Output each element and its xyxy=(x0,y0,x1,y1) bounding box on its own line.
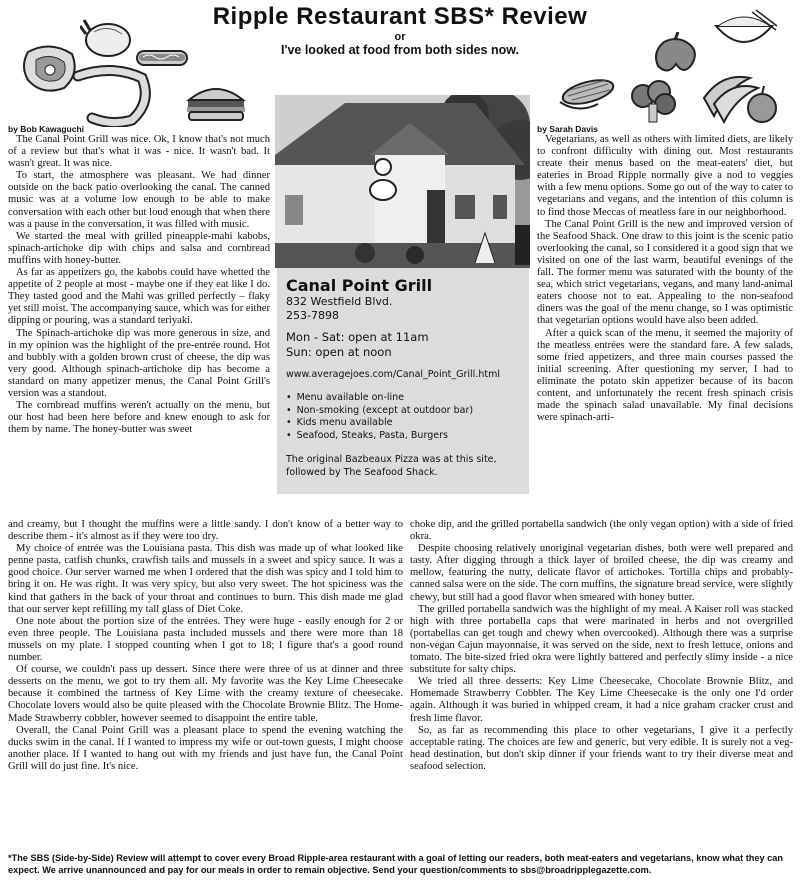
sausage-icon xyxy=(72,62,157,127)
steak-icon xyxy=(20,40,80,95)
restaurant-photo xyxy=(275,95,530,268)
paragraph: choke dip, and the grilled portabella sandwich (the only vegan option) with a side of fried okra. xyxy=(410,519,793,543)
paragraph: The Spinach-artichoke dip was more generous in size, and in my opinion was the highlight of the pre-entrée round. Hot and bubbly with a golden brown crust of cheese, the dip was very good. Although spinach-artichoke dip has become a standard on many appetizer menus, the Canal Point Grill's version was a standout. xyxy=(8,327,270,399)
history-line-2: followed by The Seafood Shack. xyxy=(286,466,438,478)
paragraph: Of course, we couldn't pass up dessert. Since there were three of us at dinner and three desserts on the menu, we got to try them all. My favorite was the Key Lime Cheesecake because it combined the tartness of Key Lime with the creamy texture of cheesecake. Chocolate lovers would also be quite pleased with the Chocolate Brownie Blitz. The Home-Made Strawberry cobbler, however seemed to disappoint the entire table. xyxy=(8,664,403,724)
right-byline: by Sarah Davis xyxy=(537,124,598,134)
corn-icon xyxy=(558,70,618,115)
history-line-1: The original Bazbeaux Pizza was at this site, xyxy=(286,454,497,465)
paragraph: We started the meal with grilled pineapple-mahi kabobs, spinach-artichoke dip with chips and salsa and cornbread muffins with honey-butter. xyxy=(8,230,270,266)
list-item: • Menu available on-line xyxy=(286,392,529,405)
paragraph: To start, the atmosphere was pleasant. We had dinner outside on the back patio overlooking the canal. The canned music was at a volume low enough to be able to make conversation with each other but loud enough that when there was a pause in the conversation, it was filled with music. xyxy=(8,170,270,230)
paragraph: We tried all three desserts: Key Lime Cheesecake, Chocolate Brownie Blitz, and Homemade Strawberry Cobbler. The Key Lime Cheesecake is the only one I'd order again. Although it was buried in whipped cream, it had a nice graham cracker crust and fresh lime flavor. xyxy=(410,676,793,724)
paragraph: The grilled portabella sandwich was the highlight of my meal. A Kaiser roll was stacked high with three portabella caps that were marinated in herbs and not overgrilled (portabellas can get tough and chewy when overcooked). Although there was a surprise non-vegan Cajun mayonnaise, it was served on the side, next to fresh lettuce, onions and tomato. The bite-sized fried okra were lightly battered and perfectly slimy inside - a nice substitute for salty chips. xyxy=(410,603,793,676)
paragraph: Vegetarians, as well as others with limited diets, are likely to confront difficulty with dining out. Most restaurants create their menus based on the meat-eaters' diet, but eateries in Broad Ripple normally give a nod to veggies with a few menu options. Some go out of the way to cater to vegetarians and vegans, and the intention of this column is to find those Meccas of meatless fare in our neighborhood. xyxy=(537,134,793,218)
right-review-column xyxy=(537,124,793,424)
title-or: or xyxy=(394,31,406,43)
paragraph: One note about the portion size of the entrées. They were huge - easily enough for 2 or even three people. The Louisiana pasta included mussels and there were more than 18 mussels on my plate. I stopped counting when I got to 18; I figure that's a good round number. xyxy=(8,615,403,664)
page-subtitle: I've looked at food from both sides now. xyxy=(281,43,519,57)
paragraph: The Canal Point Grill is the new and improved version of the Seafood Shack. One draw to this joint is the scenic patio overlooking the canal, so I considered it a good sign that we visited on one of the last warm, beautiful evenings of the fall. The former menu was saturated with the bounty of the sea, which strict vegetarians, vegans, and many land-animal eaters choose not to eat. Appealing to the non-seafood diners was the goal of the menu change, so I was optimistic that vegetarian options would have also been added. xyxy=(537,218,793,327)
restaurant-name: Canal Point Grill xyxy=(286,276,433,295)
restaurant-address: 832 Westfield Blvd. xyxy=(286,295,393,308)
paragraph: After a quick scan of the menu, it seemed the majority of the meatless entrées were the standard fare. A few salads, some fried appetizers, and three main courses passed the initial screening. After questioning my server, I had to eliminate the potato skin appetizer because of its bacon content, and unfortunately the recent fresh spinach crisis made the spinach salad unavailable. My final decisions were spinach-arti- xyxy=(537,327,793,424)
paragraph: The cornbread muffins weren't actually on the menu, but our host had been here before and knew enough to ask for them by name. The honey-butter was sweet xyxy=(8,400,270,436)
list-item: • Kids menu available xyxy=(286,417,529,430)
right-review-continued xyxy=(410,519,793,773)
paragraph: As far as appetizers go, the kabobs could have whetted the appetite of 2 people at most - maybe one if they eat like I do. They tasted good and the Mahi was grilled perfectly – flaky yet still moist. The accompanying sauce, which was for either dipping or pouring, was a standard teriyaki. xyxy=(8,267,270,327)
restaurant-phone: 253-7898 xyxy=(286,309,339,322)
list-item: • Non-smoking (except at outdoor bar) xyxy=(286,405,529,418)
left-review-continued xyxy=(8,519,403,773)
paragraph: The Canal Point Grill was nice. Ok, I know that's not much of a review but that's what it was - nice. It wasn't bad. It wasn't great. It was nice. xyxy=(8,134,270,170)
footnote: *The SBS (Side-by-Side) Review will attempt to cover every Broad Ripple-area restaurant with a goal of letting our readers, both meat-eaters and vegetarians, know what they can expect. We arrive unannounced and pay for our meals in order to remain objective. Send your question/comments to sbs@broadripplegazette.com. xyxy=(8,853,784,875)
left-byline: by Bob Kawaguchi xyxy=(8,124,85,134)
restaurant-url: www.averagejoes.com/Canal_Point_Grill.html xyxy=(286,369,500,380)
rice-bowl-icon xyxy=(712,8,777,53)
left-review-column xyxy=(8,124,270,436)
paragraph: Despite choosing relatively unoriginal vegetarian dishes, both were well prepared and tasty. After digging through a thick layer of broiled cheese, the dip was creamy and mellow, featuring the nutty, delicate flavor of artichokes. Tortilla chips and probably-canned salsa were on the side. The corn muffins, the signature bread service, were slightly chewy, but still had a good flavor when smeared with honey butter. xyxy=(410,543,793,603)
hours-sunday: Sun: open at noon xyxy=(286,345,392,359)
pepper-icon xyxy=(648,32,703,77)
paragraph: So, as far as recommending this place to other vegetarians, I give it a perfectly acceptable rating. The choices are few and generic, but very edible. It is surely not a veg-head destination, but don't skip dinner if your friends want to try their diverse meat and seafood selection. xyxy=(410,724,793,772)
page-title: Ripple Restaurant SBS* Review xyxy=(212,3,588,30)
paragraph: My choice of entrée was the Louisiana pasta. This dish was made up of what looked like penne pasta, catfish chunks, crawfish tails and mussels in a sweet and spicy sauce. It was a good choice. Our server warned me when I ordered that the dish was spicy and I told him to bring it on. He was right. It was very spicy, but also very sweet. The hot spiciness was the kind that gathers in the back of your throat and continues to burn. This dish made me glad that our server kept refilling my tall glass of Diet Coke. xyxy=(8,543,403,615)
broccoli-icon xyxy=(625,80,680,125)
paragraph: Overall, the Canal Point Grill was a pleasant place to spend the evening watching the ducks swim in the canal. If I wanted to impress my wife or out-town guests, I might choose another place. If I wanted to hang out with my friends and just have fun, the Canal Point Grill will do just fine. It's nice. xyxy=(8,724,403,772)
hours-weekday: Mon - Sat: open at 11am xyxy=(286,330,429,344)
burger-icon xyxy=(185,82,247,124)
list-item: • Seafood, Steaks, Pasta, Burgers xyxy=(286,430,529,443)
chicken-icon xyxy=(80,12,135,62)
feature-list xyxy=(286,392,529,442)
fruit-icon xyxy=(698,68,783,128)
paragraph: and creamy, but I thought the muffins were a little sandy. I don't know of a better way to describe them - it's almost as if they were too dry. xyxy=(8,519,403,543)
restaurant-info-box xyxy=(277,268,529,494)
